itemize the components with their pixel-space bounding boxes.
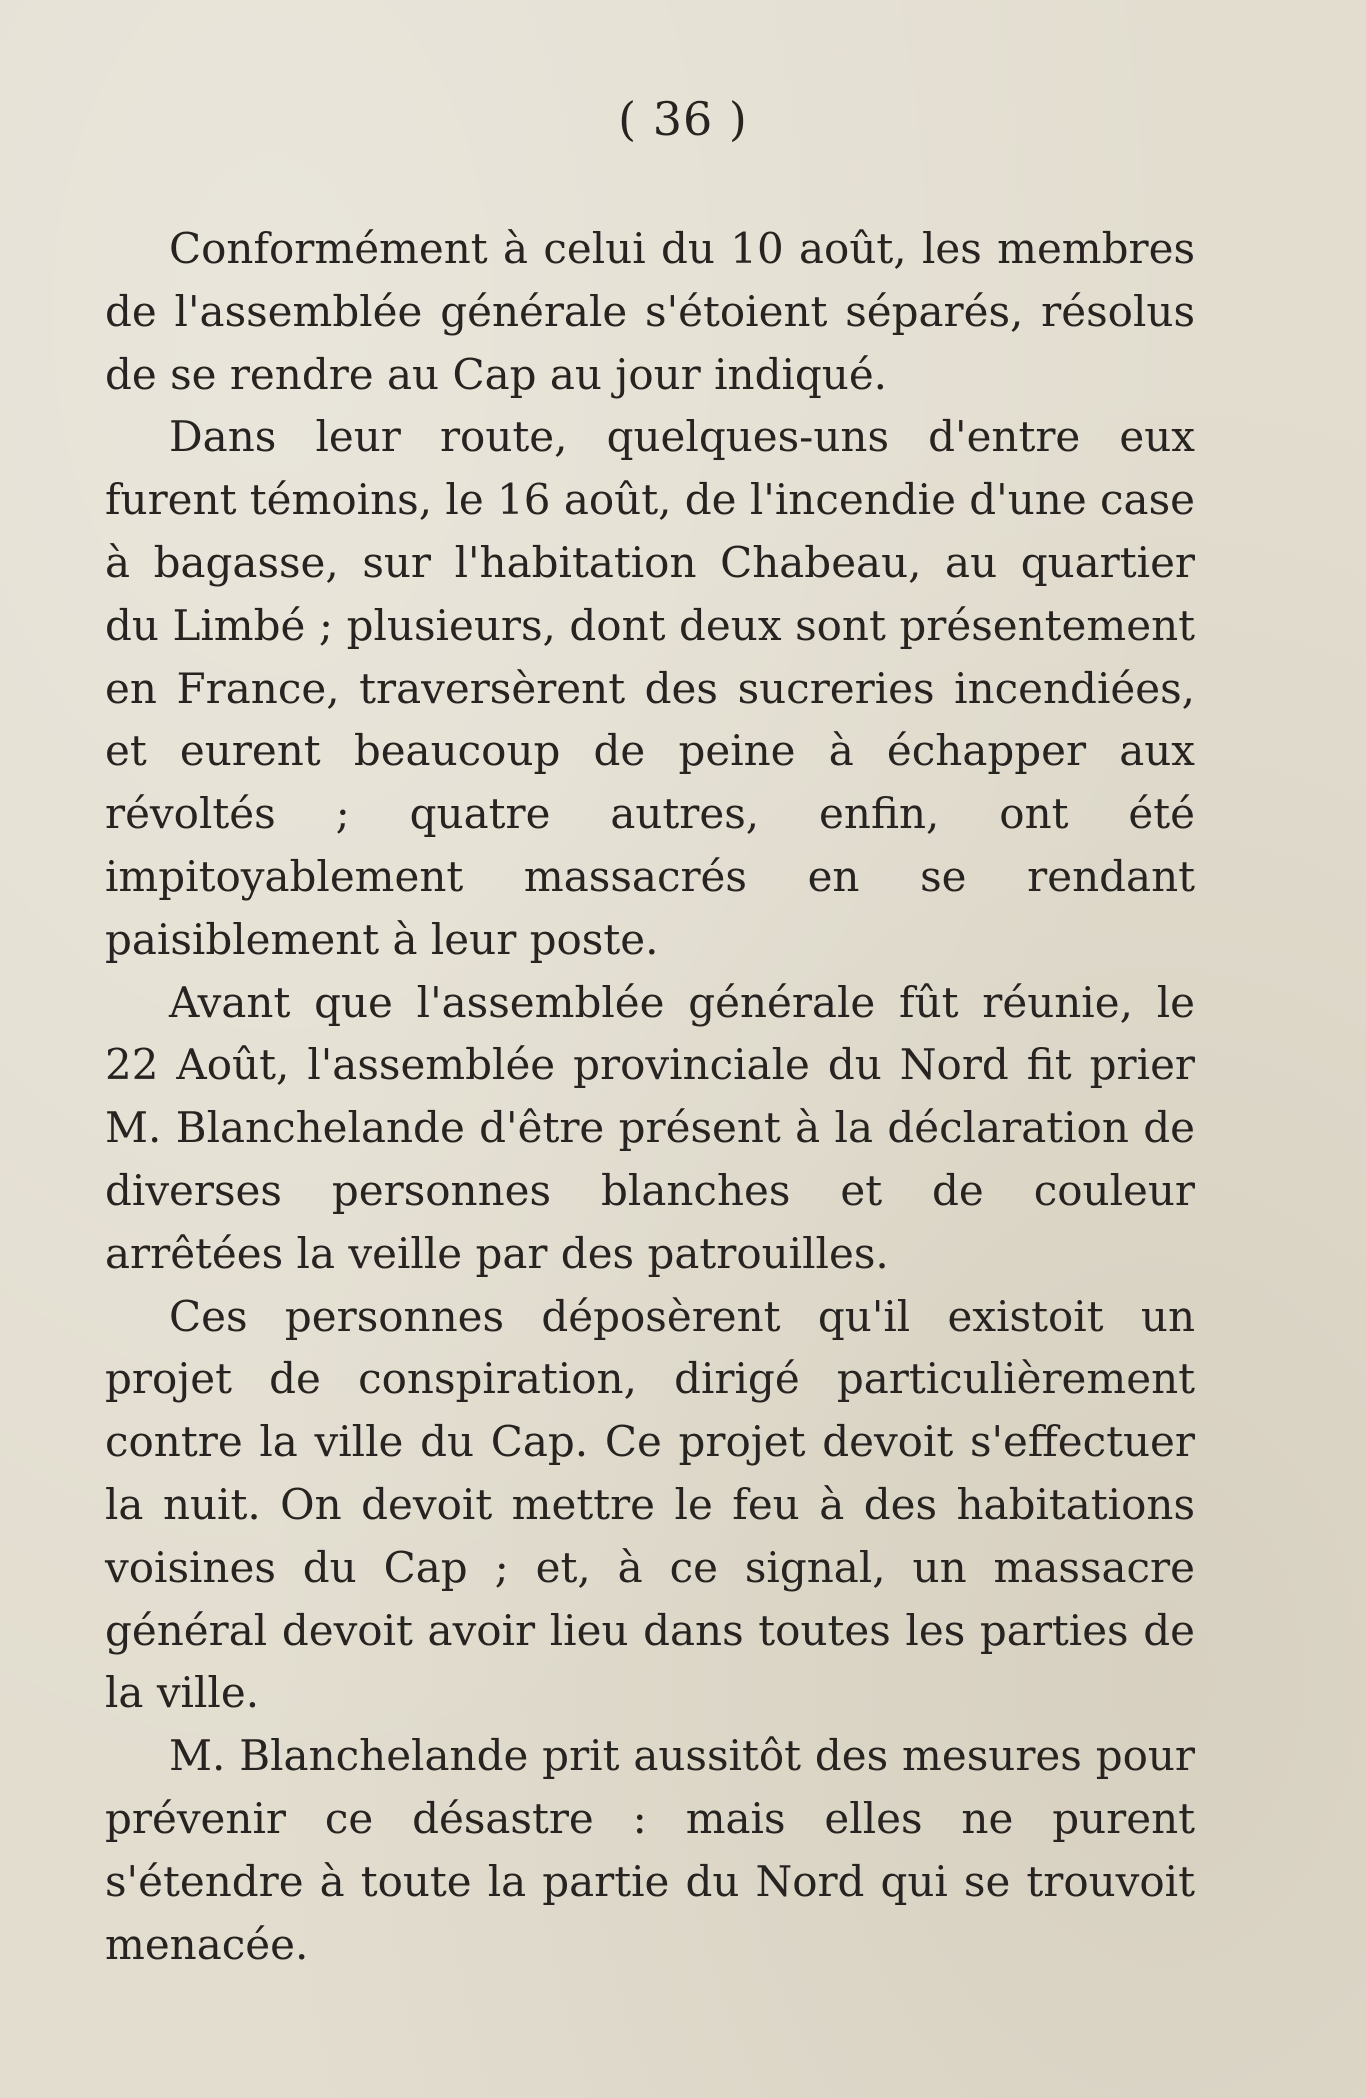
paragraph-2: Dans leur route, quelques-uns d'entre eux furent témoins, le 16 août, de l'incendie d'une case à bagasse, sur l'habitation Chabeau, au quartier du Limbé ; plusieurs, dont deux sont présentement en France, traversèrent des sucreries incendiées, et eurent beaucoup de peine à échapper aux révoltés ; quatre autres, enfin, ont été impitoyablement massacrés en se rendant paisiblement à leur poste. xyxy=(105,412,1195,964)
paragraph-4: Ces personnes déposèrent qu'il existoit un projet de conspiration, dirigé particulièrement contre la ville du Cap. Ce projet devoit s'effectuer la nuit. On devoit mettre le feu à des habitations voisines du Cap ; et, à ce signal, un massacre général devoit avoir lieu dans toutes les parties de la ville. xyxy=(105,1291,1195,1718)
paragraph-3: Avant que l'assemblée générale fût réunie, le 22 Août, l'assemblée provinciale du Nord fit prier M. Blanchelande d'être présent à la déclaration de diverses personnes blanches et de couleur arrêtées la veille par des patrouilles. xyxy=(105,977,1195,1278)
page-number: ( 36 ) xyxy=(618,92,748,146)
paragraph-5: M. Blanchelande prit aussitôt des mesures pour prévenir ce désastre : mais elles ne purent s'étendre à toute la partie du Nord qui se trouvoit menacée. xyxy=(105,1731,1195,1969)
paragraph-1: Conformément à celui du 10 août, les membres de l'assemblée générale s'étoient séparés, résolus de se rendre au Cap au jour indiqué. xyxy=(105,224,1195,399)
page-body xyxy=(105,218,1195,1976)
